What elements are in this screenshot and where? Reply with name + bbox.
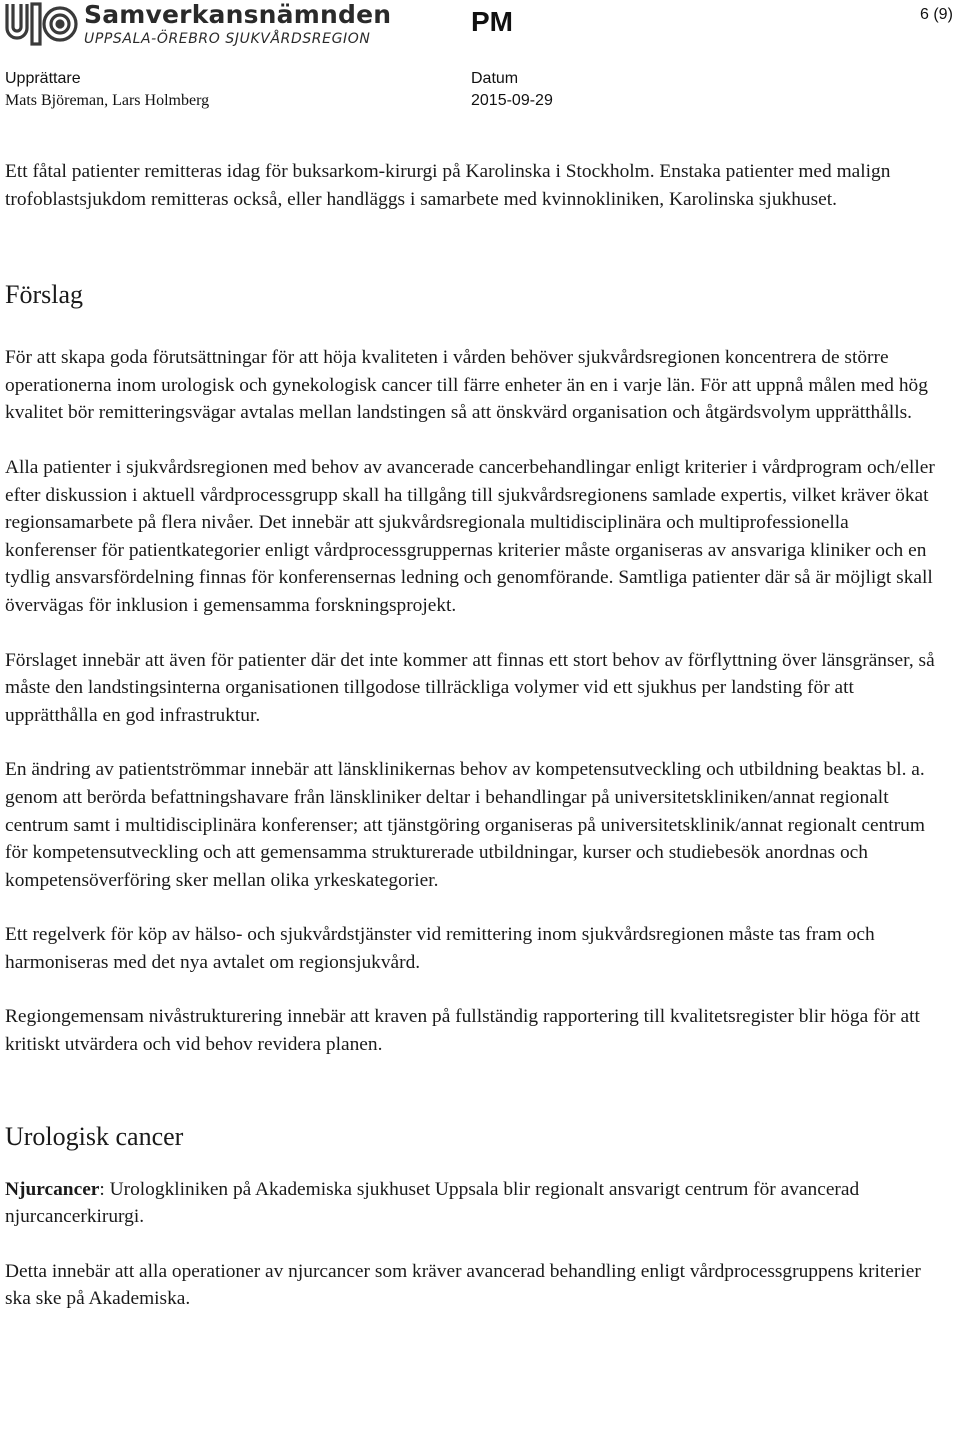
njurcancer-text: : Urologkliniken på Akademiska sjukhuset Uppsala blir regionalt ansvarigt centrum för avancerad njurcancerkirurgi. (5, 1178, 860, 1228)
paragraph-njurcancer (5, 1176, 945, 1231)
page-number: 6 (9) (920, 6, 953, 23)
regional-logo-icon (4, 2, 78, 46)
paragraph-6: Regiongemensam nivåstrukturering innebär att kraven på fullständig rapportering till kvalitetsregister blir höga för att kritiskt utvärdera och vid behov revidera planen. (5, 1006, 920, 1056)
author-value: Mats Björeman, Lars Holmberg (5, 92, 210, 109)
section-heading-forslag: Förslag (5, 280, 83, 310)
date-label: Datum (471, 70, 519, 87)
section-heading-urologisk-cancer: Urologisk cancer (5, 1121, 184, 1151)
paragraph-1: För att skapa goda förutsättningar för att höja kvaliteten i vården behöver sjukvårdsregionen koncentrera de större operationerna inom urologisk och gynekologisk cancer till färre enheter än en i varje län. För att uppnå målen med hög kvalitet bör remitteringsvägar avtalas mellan landstingen så att önskvärd organisation och åtgärdsvolym upprätthålls. (5, 347, 928, 424)
organization-subtitle: UPPSALA-ÖREBRO SJUKVÅRDSREGION (84, 31, 371, 47)
paragraph-2: Alla patienter i sjukvårdsregionen med behov av avancerade cancerbehandlingar enligt kriterier i vårdprogram och/eller efter diskussion i aktuell vårdprocessgrupp skall ha tillgång till sjukvårdsregionens samlade expertis, vilket kräver ökat regionsamarbete på flera nivåer. Det innebär att sjukvårdsregionala multidisciplinära och multiprofessionella konferenser för patientkategorier enligt vårdprocessgruppernas kriterier måste organiseras av ansvariga kliniker och en tydlig ansvarsfördelning finnas för konferensernas ledning och genomförande. Samtliga patienter där så är möjligt skall övervägas för inklusion i gemensamma forskningsprojekt. (5, 456, 935, 616)
intro-paragraph: Ett fåtal patienter remitteras idag för buksarkom-kirurgi på Karolinska i Stockholm. Enstaka patienter med malign trofoblastsjukdom remitteras också, eller handläggs i samarbete med kvinnokliniken, Karolinska sjukhuset. (5, 161, 891, 210)
paragraph-4: En ändring av patientströmmar innebär att länsklinikernas behov av kompetensutveckling och utbildning beaktas bl. a. genom att berörda befattningshavare från länskliniker deltar i behandlingar på universitetskliniken/annat regionalt centrum samt i multidisciplinära konferenser; att tjänstgöring organiseras på universitetsklinik/annat regionalt centrum för kompetensutveckling och att gemensamma strukturerade utbildningar, kurser och studiebesök anordnas och kompetensöverföring sker mellan olika yrkeskategorier. (5, 759, 925, 891)
document-body (5, 158, 945, 1313)
term-njurcancer: Njurcancer (5, 1178, 100, 1200)
paragraph-5: Ett regelverk för köp av hälso- och sjukvårdstjänster vid remittering inom sjukvårdsregionen måste tas fram och harmoniseras med det nya avtalet om regionsjukvård. (5, 924, 875, 973)
date-value: 2015-09-29 (471, 92, 553, 109)
paragraph-8: Detta innebär att alla operationer av njurcancer som kräver avancerad behandling enligt vårdprocessgruppens kriterier ska ske på Akademiska. (5, 1260, 921, 1310)
organization-name: Samverkansnämnden (84, 0, 392, 29)
paragraph-3: Förslaget innebär att även för patienter där det inte kommer att finnas ett stort behov av förflyttning över länsgränser, så måste den landstingsinterna organisationen tillgodose tillräckliga volymer vid ett sjukhus per landsting för att upprätthålla en god infrastruktur. (5, 649, 935, 726)
document-header (0, 0, 960, 120)
author-label: Upprättare (5, 70, 81, 87)
document-type: PM (471, 6, 513, 37)
